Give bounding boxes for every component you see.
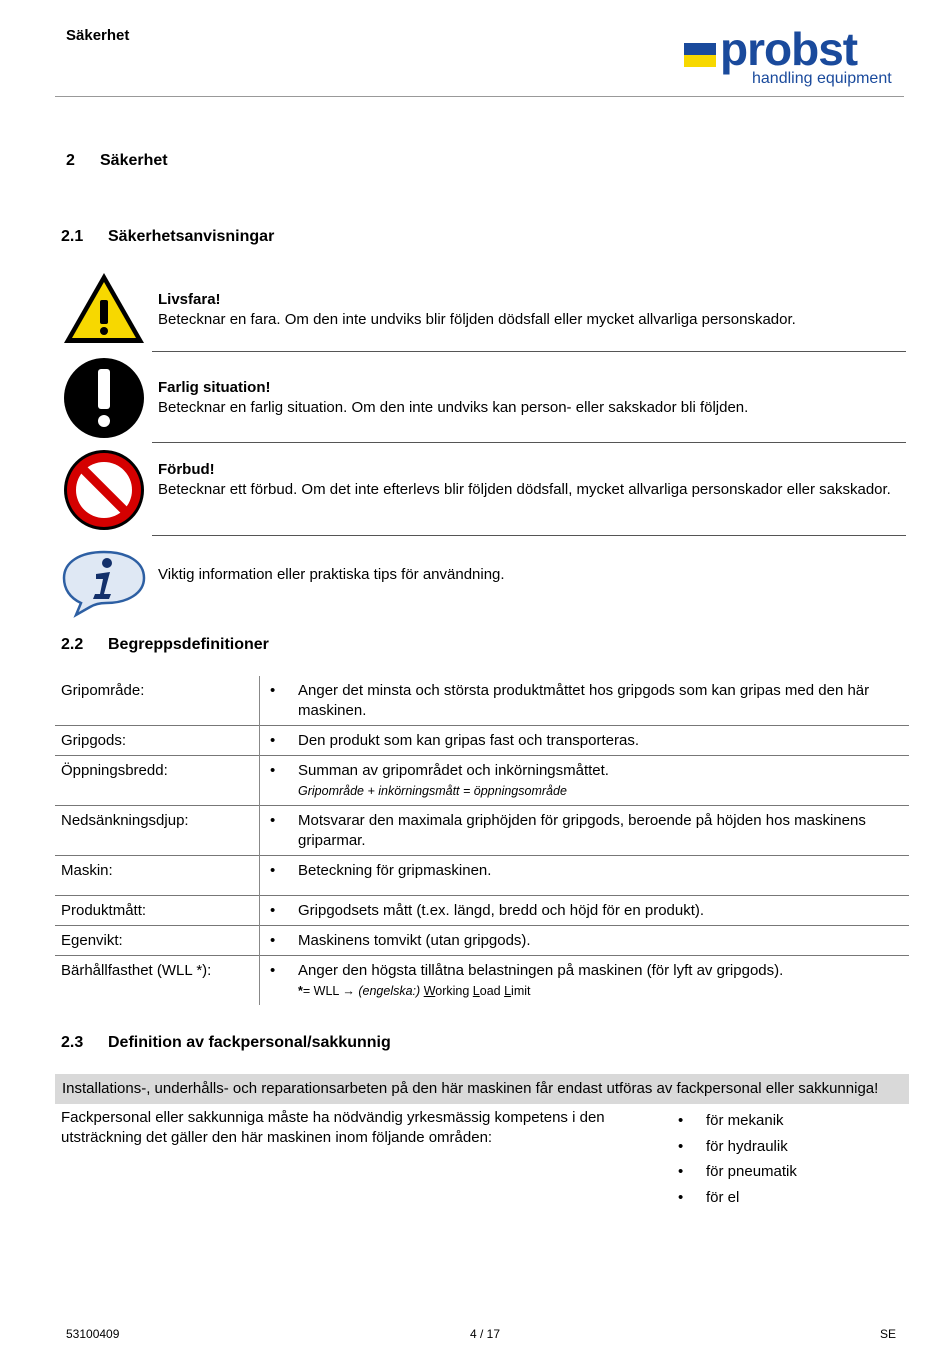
- definitions-table: [55, 676, 909, 1005]
- arrow-right-icon: →: [342, 984, 355, 998]
- footer-page-number: 4 / 17: [470, 1327, 501, 1341]
- probst-logo: [684, 23, 896, 92]
- areas-list: [678, 1108, 797, 1210]
- table-row: [55, 806, 909, 856]
- list-item: [678, 1134, 797, 1160]
- definition-term: Öppningsbredd:: [55, 756, 260, 806]
- subsection-heading-2-1: [61, 228, 274, 246]
- section-number: 2: [66, 152, 75, 169]
- footer-language: SE: [880, 1327, 897, 1341]
- table-row: [55, 956, 909, 1006]
- definition-term: Egenvikt:: [55, 926, 260, 956]
- definition-desc: Den produkt som kan gripas fast och transporteras.: [298, 732, 640, 749]
- definition-term: Gripgods:: [55, 726, 260, 756]
- wll-lang: (engelska:): [358, 984, 421, 998]
- subsection-number: 2.3: [61, 1034, 84, 1051]
- bullet: •: [270, 862, 276, 879]
- definition-text: Anger den högsta tillåtna belastningen på maskinen (för lyft av gripgods).: [298, 962, 784, 979]
- wll-note: [298, 984, 531, 998]
- notice-info: [158, 565, 898, 585]
- prohibition-icon: [62, 448, 146, 532]
- wll-imit: imit: [511, 984, 531, 998]
- logo-word: probst: [720, 23, 858, 75]
- area-label: för pneumatik: [706, 1163, 797, 1180]
- definition-term: Nedsänkningsdjup:: [55, 806, 260, 856]
- notice-divider: [152, 351, 906, 352]
- logo-bar-blue: [684, 43, 716, 55]
- definition-desc: Beteckning för gripmaskinen.: [298, 862, 492, 879]
- notice-heading: Livsfara!: [158, 291, 221, 308]
- definition-text: Summan av gripområdet och inkörningsmåttet.: [298, 762, 609, 779]
- subsection-title: Definition av fackpersonal/sakkunnig: [108, 1034, 391, 1051]
- info-bubble-icon: [62, 542, 146, 626]
- wll-star: *: [298, 984, 303, 998]
- bullet: •: [270, 812, 276, 829]
- table-row: [55, 926, 909, 956]
- notice-divider: [152, 442, 906, 443]
- table-row: [55, 756, 909, 806]
- bullet: •: [270, 962, 276, 979]
- subsection-title: Säkerhetsanvisningar: [108, 228, 275, 245]
- notice-text: Betecknar ett förbud. Om det inte efterlevs blir följden dödsfall, mycket allvarliga personskador eller sakskador.: [158, 481, 891, 498]
- definition-desc: Gripgodsets mått (t.ex. längd, bredd och höjd för en produkt).: [298, 902, 705, 919]
- definition-term: Produktmått:: [55, 896, 260, 926]
- table-row: [55, 896, 909, 926]
- bullet: •: [678, 1137, 684, 1155]
- notice-danger: [158, 290, 898, 330]
- area-label: för hydraulik: [706, 1137, 788, 1155]
- bullet: •: [270, 732, 276, 749]
- bullet: •: [678, 1163, 684, 1180]
- definition-desc: Motsvarar den maximala griphöjden för gripgods, beroende på höjden hos maskinens griparmar.: [298, 812, 866, 849]
- warning-banner: Installations-, underhålls- och reparationsarbeten på den här maskinen får endast utföras av fackpersonal eller sakkunniga!: [55, 1074, 909, 1104]
- table-row: [55, 856, 909, 896]
- definition-desc: Anger det minsta och största produktmåttet hos gripgods som kan gripas med den här maskinen.: [298, 682, 870, 719]
- definition-desc: [290, 756, 909, 806]
- definition-term: Maskin:: [55, 856, 260, 896]
- wll-eq: = WLL: [302, 984, 339, 998]
- wll-orking: orking: [435, 984, 473, 998]
- logo-bar-yellow: [684, 55, 716, 67]
- list-item: [678, 1159, 797, 1185]
- list-item: [678, 1108, 797, 1134]
- notice-text: Betecknar en fara. Om den inte undviks blir följden dödsfall eller mycket allvarliga personskador.: [158, 311, 796, 328]
- table-row: [55, 676, 909, 726]
- area-label: för el: [706, 1188, 740, 1206]
- bullet: •: [270, 932, 276, 949]
- bullet: •: [270, 902, 276, 919]
- bullet: •: [270, 682, 276, 699]
- notice-divider: [152, 535, 906, 536]
- logo-subtitle: handling equipment: [752, 70, 892, 87]
- table-row: [55, 726, 909, 756]
- notice-prohibition: [158, 460, 898, 500]
- area-label: för mekanik: [706, 1112, 784, 1129]
- definition-formula: Gripområde + inkörningsmått = öppningsområde: [298, 784, 567, 798]
- qualification-text: Fackpersonal eller sakkunniga måste ha nödvändig yrkesmässig kompetens i den utsträckning det gäller den här maskinen inom följande områden:: [61, 1109, 605, 1146]
- definition-term: Bärhållfasthet (WLL *):: [55, 956, 260, 1006]
- notice-heading: Farlig situation!: [158, 379, 271, 396]
- notice-text: Betecknar en farlig situation. Om den inte undviks kan person- eller sakskador bli följden.: [158, 399, 749, 416]
- warning-triangle-icon: [62, 270, 146, 354]
- section-heading: [66, 152, 168, 170]
- bullet: •: [678, 1112, 684, 1129]
- subsection-heading-2-2: [61, 636, 269, 654]
- wll-l2: L: [504, 984, 512, 998]
- footer-doc-number: 53100409: [66, 1327, 120, 1341]
- wll-l1: L: [472, 984, 480, 998]
- definition-term: Gripområde:: [55, 676, 260, 726]
- subsection-heading-2-3: [61, 1034, 391, 1052]
- exclamation-circle-icon: [62, 356, 146, 440]
- notice-heading: Förbud!: [158, 461, 215, 478]
- notice-text: Viktig information eller praktiska tips för användning.: [158, 566, 505, 583]
- wll-w: W: [423, 984, 436, 998]
- header-title: Säkerhet: [66, 27, 130, 44]
- header-divider: [55, 96, 904, 97]
- bullet: •: [678, 1188, 684, 1206]
- definition-desc: Maskinens tomvikt (utan gripgods).: [298, 932, 531, 949]
- definition-desc: [290, 956, 909, 1006]
- section-title: Säkerhet: [100, 152, 168, 169]
- notice-caution: [158, 378, 898, 418]
- subsection-number: 2.1: [61, 228, 84, 245]
- subsection-title: Begreppsdefinitioner: [108, 636, 269, 653]
- subsection-number: 2.2: [61, 636, 84, 653]
- list-item: [678, 1185, 797, 1211]
- wll-oad: oad: [479, 984, 505, 998]
- bullet: •: [270, 762, 276, 779]
